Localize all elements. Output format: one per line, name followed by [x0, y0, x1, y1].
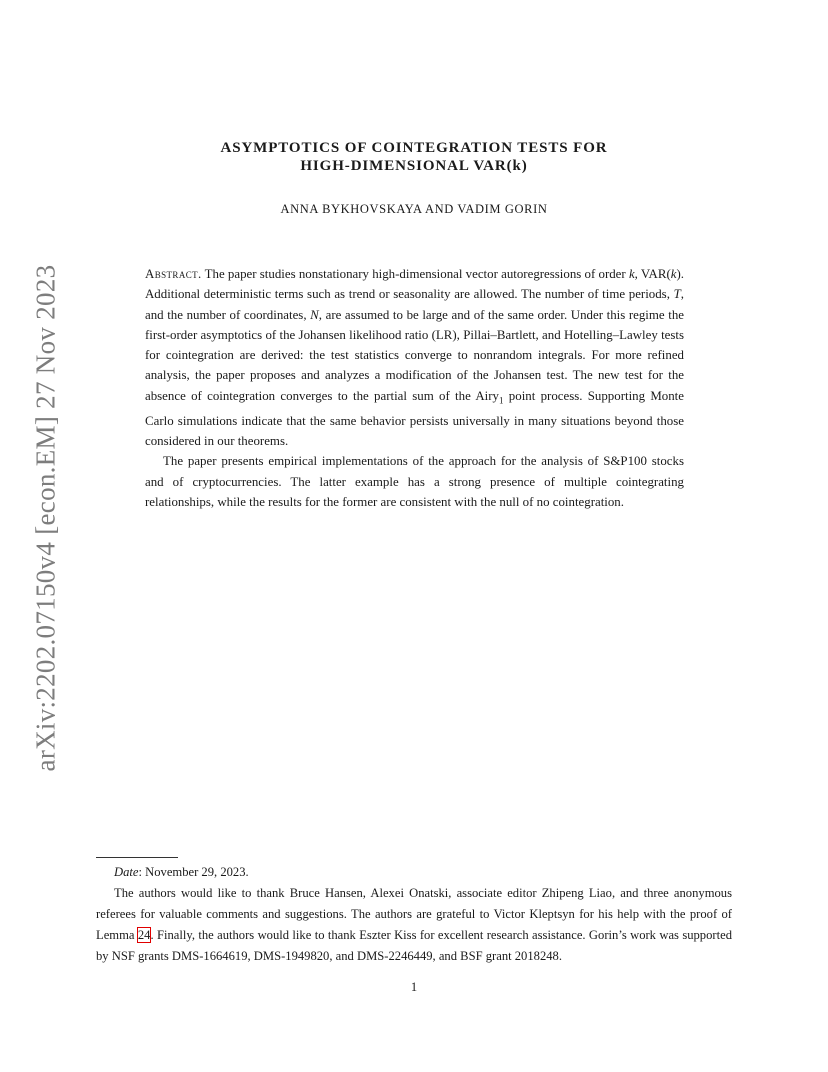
abstract-text-f: point process. Supporting Monte Carlo simulations indicate that the same behavior persists universally in many situations beyond those considered in our theorems.	[145, 388, 684, 448]
abstract-text-e: , are assumed to be large and of the same order. Under this regime the first-order asymptotics of the Johansen likelihood ratio (LR), Pillai–Bartlett, and Hotelling–Lawley tests for cointegration are derived: the test statistics converge to nonrandom integrals. For more refined analysis, the paper proposes and analyzes a modification of the Johansen test. The new test for the absence of cointegration converges to the partial sum of the Airy	[145, 307, 684, 403]
abstract-paragraph-2: The paper presents empirical implementations of the approach for the analysis of S&P100 stocks and of cryptocurrencies. The latter example has a strong presence of multiple cointegrating relationships, while the results for the former are consistent with the null of no cointegration.	[145, 454, 684, 509]
math-n: N	[310, 307, 319, 322]
abstract-text-d: , and the number of coordinates,	[145, 287, 684, 322]
page-number: 1	[410, 980, 418, 994]
acknowledgements-text-b: . Finally, the authors would like to thank Eszter Kiss for excellent research assistance. Gorin’s work was supported by NSF grants DMS-1664619, DMS-1949820, and DMS-2246449, and BSF grant 2018248.	[96, 928, 732, 963]
math-t: T	[673, 287, 681, 302]
airy-subscript: 1	[499, 395, 504, 406]
abstract-text-a: The paper studies nonstationary high-dimensional vector autoregressions of order	[204, 267, 629, 281]
math-k-var: k	[670, 267, 677, 281]
footnotes	[96, 862, 732, 967]
abstract-paragraph-1	[145, 264, 684, 451]
title-line-1: ASYMPTOTICS OF COINTEGRATION TESTS FOR	[220, 140, 608, 156]
abstract-label: Abstract.	[145, 267, 202, 281]
date-value: : November 29, 2023.	[138, 865, 249, 879]
lemma-reference-link[interactable]: 24	[137, 928, 151, 942]
arxiv-identifier-stamp: arXiv:2202.07150v4 [econ.EM] 27 Nov 2023	[30, 264, 61, 772]
date-footnote	[96, 862, 732, 883]
footnote-rule	[96, 857, 178, 858]
author-list: ANNA BYKHOVSKAYA AND VADIM GORIN	[280, 202, 548, 216]
acknowledgements-footnote	[96, 883, 732, 967]
abstract	[145, 264, 684, 512]
paper-title	[0, 139, 828, 175]
date-label: Date	[114, 865, 139, 879]
abstract-text-b: , VAR(	[634, 267, 671, 281]
math-k: k	[628, 267, 635, 281]
title-line-2: HIGH-DIMENSIONAL VAR(k)	[300, 158, 528, 174]
acknowledgements-text-a: The authors would like to thank Bruce Hansen, Alexei Onatski, associate editor Zhipeng Liao, and three anonymous referees for valuable comments and suggestions. The authors are grateful to Victor Kleptsyn for his help with the proof of Lemma	[96, 886, 732, 942]
abstract-text-c: ). Additional deterministic terms such as trend or seasonality are allowed. The number of time periods,	[145, 267, 684, 302]
